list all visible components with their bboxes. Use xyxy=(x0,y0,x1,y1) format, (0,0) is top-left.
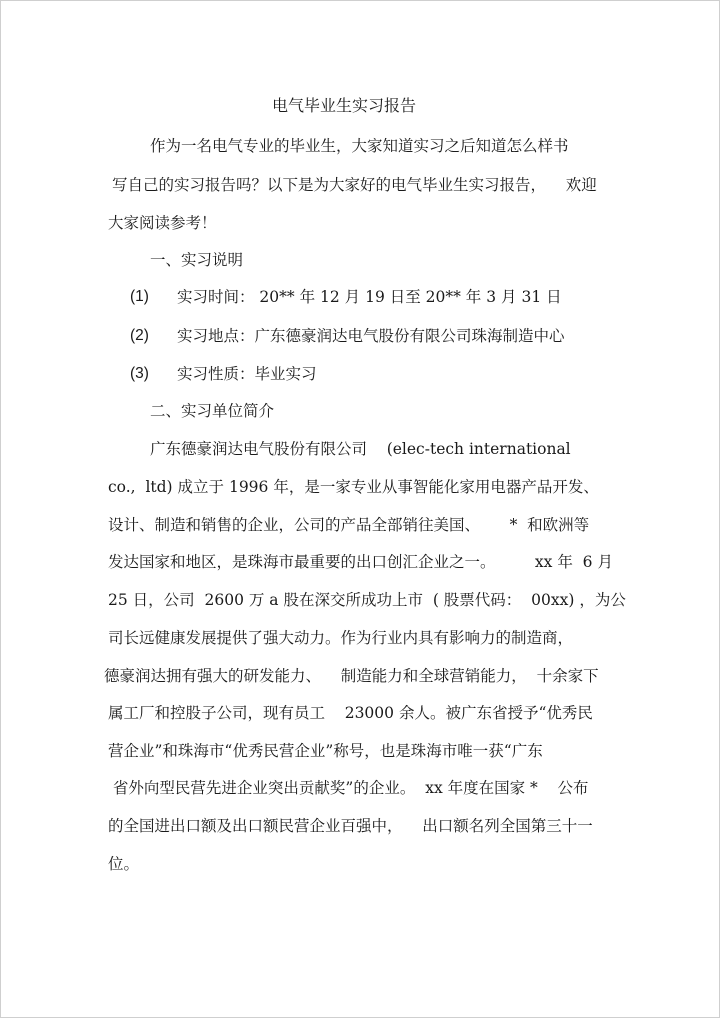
body-line: co., ltd) 成立于 1996 年，是一家专业从事智能化家用电器产品开发、 xyxy=(108,478,599,496)
intro-line-2: 写自己的实习报告吗？以下是为大家好的电气毕业生实习报告， 欢迎 xyxy=(112,176,597,194)
section-heading-2: 二、实习单位简介 xyxy=(150,402,275,420)
list-item-number: (2) xyxy=(130,327,149,344)
list-item-number: (3) xyxy=(130,365,149,382)
body-line: 广东德豪润达电气股份有限公司 (elec-tech international xyxy=(150,440,571,458)
page-title: 电气毕业生实习报告 xyxy=(272,96,417,115)
list-item-number: (1) xyxy=(130,288,149,305)
list-item-text: 实习时间： 20** 年 12 月 19 日至 20** 年 3 月 31 日 xyxy=(177,288,562,306)
body-line: 德豪润达拥有强大的研发能力、 制造能力和全球营销能力， 十余家下 xyxy=(104,667,599,685)
body-line: 发达国家和地区，是珠海市最重要的出口创汇企业之一。 xx 年 6 月 xyxy=(108,553,613,571)
body-line: 省外向型民营先进企业突出贡献奖”的企业。 xx 年度在国家 * 公布 xyxy=(108,779,589,797)
body-line: 司长远健康发展提供了强大动力。作为行业内具有影响力的制造商， xyxy=(108,629,574,647)
intro-line-1: 作为一名电气专业的毕业生，大家知道实习之后知道怎么样书 xyxy=(150,137,569,155)
section-heading-1: 一、实习说明 xyxy=(150,251,244,269)
body-line: 的全国进出口额及出口额民营企业百强中， 出口额名列全国第三十一 xyxy=(108,817,593,835)
list-item-text: 实习性质：毕业实习 xyxy=(177,365,317,383)
body-line: 营企业”和珠海市“优秀民营企业”称号，也是珠海市唯一获“广东 xyxy=(108,742,543,760)
list-item-text: 实习地点：广东德豪润达电气股份有限公司珠海制造中心 xyxy=(177,327,565,345)
body-line: 属工厂和控股子公司，现有员工 23000 余人。被广东省授予“优秀民 xyxy=(108,704,593,722)
body-line: 25 日，公司 2600 万 a 股在深交所成功上市 ( 股票代码： 00xx) ，为公 xyxy=(108,591,626,609)
body-line: 设计、制造和销售的企业，公司的产品全部销往美国、 * 和欧洲等 xyxy=(108,516,590,534)
intro-line-3: 大家阅读参考！ xyxy=(108,214,217,232)
body-line: 位。 xyxy=(108,855,140,873)
